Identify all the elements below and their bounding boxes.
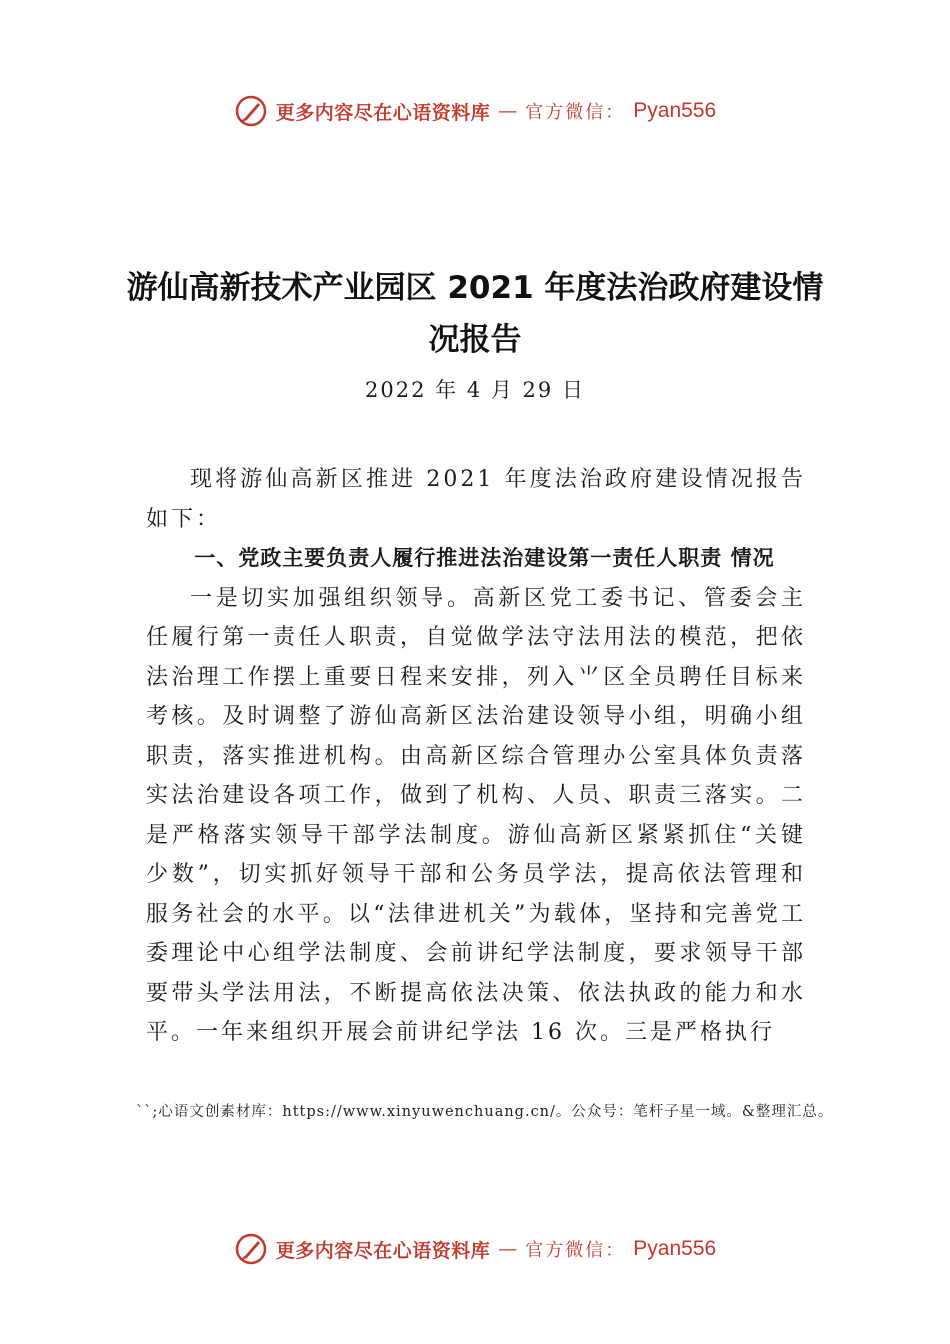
document-title: 游仙高新技术产业园区 2021 年度法治政府建设情况报告: [126, 270, 824, 358]
banner-separator: —: [498, 1238, 518, 1260]
body-paragraph: 一是切实加强组织领导。高新区党工委书记、管委会主任履行第一责任人职责，自觉做学法守法用法的模范，把依法治理工作摆上重要日程来安排，列入⺌区全员聘任目标来考核。及时调整了游仙高新区法治建设领导小组，明确小组职责，落实推进机构。由高新区综合管理办公室具体负责落实法治建设各项工作，做到了机构、人员、职责三落实。二是严格落实领导干部学法制度。游仙高新区紧紧抓住“关键少数”，切实抓好领导干部和公务员学法，提高依法管理和服务社会的水平。以“法律进机关”为载体，坚持和完善党工委理论中心组学法制度、会前讲纪学法制度，要求领导干部要带头学法用法，不断提高依法决策、依法执政的能力和水平。一年来组织开展会前讲纪学法 16 次。三是严格执行: [146, 585, 806, 1045]
banner-wechat-handle: Pyan556: [633, 1237, 717, 1260]
banner-wechat-label: 官方微信：: [525, 102, 626, 123]
quill-logo-icon: [234, 1232, 268, 1266]
intro-paragraph: 现将游仙高新区推进 2021 年度法治政府建设情况报告如下：: [146, 467, 806, 532]
quill-logo-icon: [234, 94, 268, 128]
document-body: [146, 460, 806, 1053]
footer-watermark-banner: [0, 1232, 950, 1266]
banner-wechat-handle: Pyan556: [633, 99, 717, 122]
section-heading: 一、党政主要负责人履行推进法治建设第一责任人职责 情况: [194, 546, 775, 570]
banner-slogan: 更多内容尽在心语资料库: [275, 101, 491, 124]
banner-wechat-label: 官方微信：: [525, 1240, 626, 1261]
source-footnote: ``;心语文创素材库：https://www.xinyuwenchuang.cn/。公众号：笔杆子星一域。&整理汇总。: [136, 1104, 834, 1120]
banner-separator: —: [498, 100, 518, 122]
banner-slogan: 更多内容尽在心语资料库: [275, 1239, 491, 1262]
header-watermark-banner: [0, 94, 950, 128]
document-date: 2022 年 4 月 29 日: [365, 378, 585, 402]
